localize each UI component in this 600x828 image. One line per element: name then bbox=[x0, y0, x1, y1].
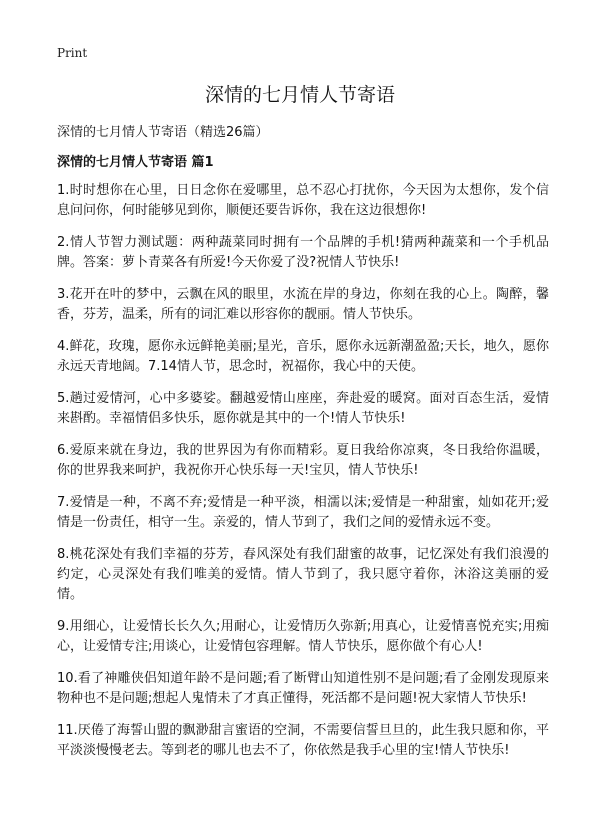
paragraph-5: 5.趟过爱情河，心中多婆娑。翻越爱情山座座，奔赴爱的暖窝。面对百态生活，爱情来斟酌。幸福情侣多快乐，愿你就是其中的一个!情人节快乐! bbox=[57, 391, 549, 426]
paragraph-list bbox=[57, 181, 549, 773]
paragraph-7: 7.爱情是一种，不离不弃;爱情是一种平淡，相濡以沫;爱情是一种甜蜜，灿如花开;爱情是一份责任，相守一生。亲爱的，情人节到了，我们之间的爱情永远不变。 bbox=[57, 495, 549, 530]
paragraph-8: 8.桃花深处有我们幸福的芬芳，春风深处有我们甜蜜的故事，记忆深处有我们浪漫的约定，心灵深处有我们唯美的爱情。情人节到了，我只愿守着你，沐浴这美丽的爱情。 bbox=[57, 547, 549, 602]
document-title: 深情的七月情人节寄语 bbox=[204, 84, 395, 106]
paragraph-2: 2.情人节智力测试题：两种蔬菜同时拥有一个品牌的手机!猜两种蔬菜和一个手机品牌。答案：萝卜青菜各有所爱!今天你爱了没?祝情人节快乐! bbox=[57, 235, 549, 270]
paragraph-3: 3.花开在叶的梦中，云飘在风的眼里，水流在岸的身边，你刻在我的心上。陶醉，馨香，芬芳，温柔，所有的词汇难以形容你的靓丽。情人节快乐。 bbox=[57, 287, 549, 322]
paragraph-1: 1.时时想你在心里，日日念你在爱哪里，总不忍心打扰你，今天因为太想你，发个信息问问你，何时能够见到你，顺便还要告诉你，我在这边很想你! bbox=[57, 183, 549, 218]
paragraph-10: 10.看了神雕侠侣知道年龄不是问题;看了断臂山知道性别不是问题;看了金刚发现原来物种也不是问题;想起人鬼情未了才真正懂得，死活都不是问题!祝大家情人节快乐! bbox=[57, 671, 549, 706]
paragraph-4: 4.鲜花，玫瑰，愿你永远鲜艳美丽;星光，音乐，愿你永远新潮盈盈;天长，地久，愿你永远天青地阔。7.14情人节，思念时，祝福你，我心中的天使。 bbox=[57, 339, 549, 374]
document-subtitle: 深情的七月情人节寄语（精选26篇） bbox=[57, 125, 269, 140]
print-link[interactable]: Print bbox=[57, 46, 88, 60]
paragraph-6: 6.爱原来就在身边，我的世界因为有你而精彩。夏日我给你凉爽，冬日我给你温暖，你的世界我来呵护，我祝你开心快乐每一天!宝贝，情人节快乐! bbox=[57, 443, 549, 478]
paragraph-9: 9.用细心，让爱情长长久久;用耐心，让爱情历久弥新;用真心，让爱情喜悦充实;用痴心，让爱情专注;用谈心，让爱情包容理解。情人节快乐，愿你做个有心人! bbox=[57, 619, 549, 654]
paragraph-11: 11.厌倦了海誓山盟的飘渺甜言蜜语的空洞，不需要信誓旦旦的，此生我只愿和你，平平淡淡慢慢老去。等到老的哪儿也去不了，你依然是我手心里的宝!情人节快乐! bbox=[57, 723, 549, 758]
section-heading: 深情的七月情人节寄语 篇1 bbox=[57, 155, 214, 170]
